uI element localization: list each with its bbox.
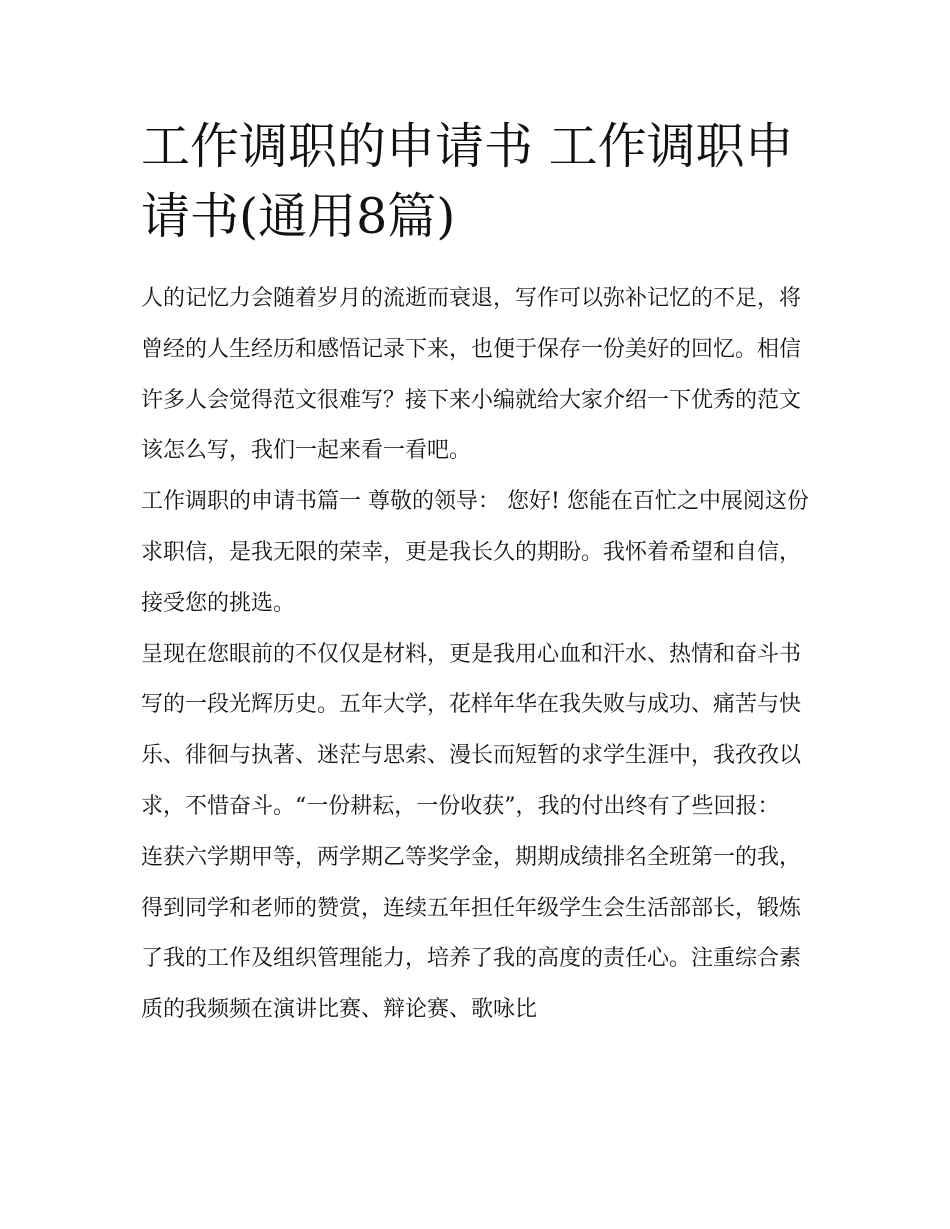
- document-body: [141, 274, 821, 1036]
- document-content: [141, 112, 821, 1036]
- paragraph-university-history: 呈现在您眼前的不仅仅是材料，更是我用心血和汗水、热情和奋斗书写的一段光辉历史。五年大学，花样年华在我失败与成功、痛苦与快乐、徘徊与执著、迷茫与思索、漫长而短暂的求学生涯中，我孜孜以求，不惜奋斗。“一份耕耘，一份收获”，我的付出终有了些回报：: [141, 641, 802, 819]
- paragraph-intro: 人的记忆力会随着岁月的流逝而衰退，写作可以弥补记忆的不足，将曾经的人生经历和感悟记录下来，也便于保存一份美好的回忆。相信许多人会觉得范文很难写？接下来小编就给大家介绍一下优秀的范文该怎么写，我们一起来看一看吧。: [141, 286, 802, 464]
- paragraph-achievements: 连获六学期甲等，两学期乙等奖学金，期期成绩排名全班第一的我，得到同学和老师的赞赏，连续五年担任年级学生会生活部部长，锻炼了我的工作及组织管理能力，培养了我的高度的责任心。注重综合素质的我频频在演讲比赛、辩论赛、歌咏比: [141, 844, 802, 1023]
- document-title: 工作调职的申请书 工作调职申请书(通用8篇): [141, 118, 794, 245]
- paragraph-letter-opening: 工作调职的申请书篇一 尊敬的领导： 您好! 您能在百忙之中展阅这份求职信，是我无限的荣幸，更是我长久的期盼。我怀着希望和自信，接受您的挑选。: [141, 489, 809, 616]
